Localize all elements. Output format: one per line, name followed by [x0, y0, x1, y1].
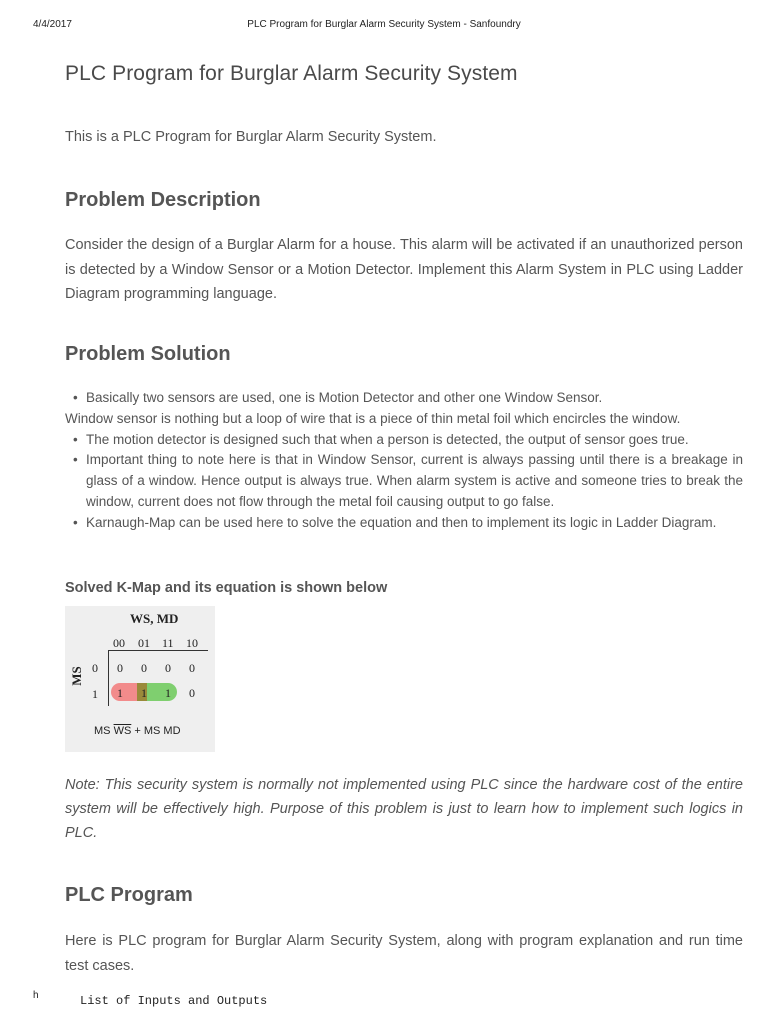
bullet-icon: •	[73, 431, 78, 447]
page-title: PLC Program for Burglar Alarm Security System	[65, 62, 518, 85]
kmap-cell: 0	[189, 686, 195, 700]
kmap-row-label: 1	[92, 687, 98, 701]
kmap-cell: 1	[165, 686, 171, 700]
kmap-column-header: 11	[162, 636, 174, 650]
bullet-icon: •	[73, 452, 78, 468]
note-text: Note: This security system is normally not implemented using PLC since the hardware cost of the entire system will be effectively high. Purpose of this problem is just to learn how to implement such logics in PLC.	[65, 777, 743, 841]
list-item: • Important thing to note here is that in Window Sensor, current is always passing until there is a breakage in glass of a window. Hence output is always true. When alarm system is active and someone tries to break the window, current does not flow through the metal foil causing output to go false.	[73, 452, 743, 509]
bullet-icon: •	[73, 390, 78, 405]
kmap-column-header: 10	[186, 636, 198, 650]
kmap-side-variable: MS	[69, 666, 84, 686]
code-block-first-line: List of Inputs and Outputs	[80, 994, 268, 1008]
problem-description-heading: Problem Description	[65, 189, 261, 211]
kmap-caption: Solved K-Map and its equation is shown below	[65, 580, 388, 596]
list-item: • Basically two sensors are used, one is Motion Detector and other one Window Sensor.	[65, 388, 743, 409]
print-page-title: PLC Program for Burglar Alarm Security System - Sanfoundry	[247, 19, 521, 30]
kmap-vertical-rule	[108, 650, 109, 706]
kmap-row-label: 0	[92, 661, 98, 675]
plc-program-text: Here is PLC program for Burglar Alarm Security System, along with program explanation and run time test cases.	[65, 933, 743, 974]
kmap-cell: 0	[189, 661, 195, 675]
kmap-horizontal-rule	[108, 650, 208, 651]
margin-mark: h	[33, 990, 39, 1001]
kmap-top-variables: WS, MD	[130, 611, 179, 626]
kmap-cell: 0	[141, 661, 147, 675]
kmap-cell: 0	[117, 661, 123, 675]
kmap-equation: MS $\overline{WS}$ + MS MD	[94, 725, 181, 737]
problem-solution-list	[65, 388, 743, 534]
list-item-continuation: Window sensor is nothing but a loop of wire that is a piece of thin metal foil which encircles the window.	[65, 410, 681, 426]
kmap-equation-complement: $\overline{WS}$	[113, 725, 132, 737]
kmap-cell: 1	[141, 686, 147, 700]
list-item: • Karnaugh-Map can be used here to solve the equation and then to implement its logic in Ladder Diagram.	[65, 513, 743, 534]
kmap-cell: 1	[117, 686, 123, 700]
bullet-icon: •	[73, 514, 78, 530]
print-date: 4/4/2017	[33, 19, 72, 30]
kmap-cell: 0	[165, 661, 171, 675]
plc-program-heading: PLC Program	[65, 884, 193, 906]
kmap-figure	[65, 606, 215, 752]
print-header	[0, 19, 768, 33]
problem-solution-heading: Problem Solution	[65, 343, 231, 365]
list-item: • The motion detector is designed such that when a person is detected, the output of sensor goes true.	[65, 430, 743, 451]
kmap-column-header: 00	[113, 636, 125, 650]
intro-text: This is a PLC Program for Burglar Alarm Security System.	[65, 129, 437, 145]
kmap-column-header: 01	[138, 636, 150, 650]
problem-description-text: Consider the design of a Burglar Alarm for a house. This alarm will be activated if an unauthorized person is detected by a Window Sensor or a Motion Detector. Implement this Alarm System in PLC using Ladder Diagram programming language.	[65, 237, 743, 302]
